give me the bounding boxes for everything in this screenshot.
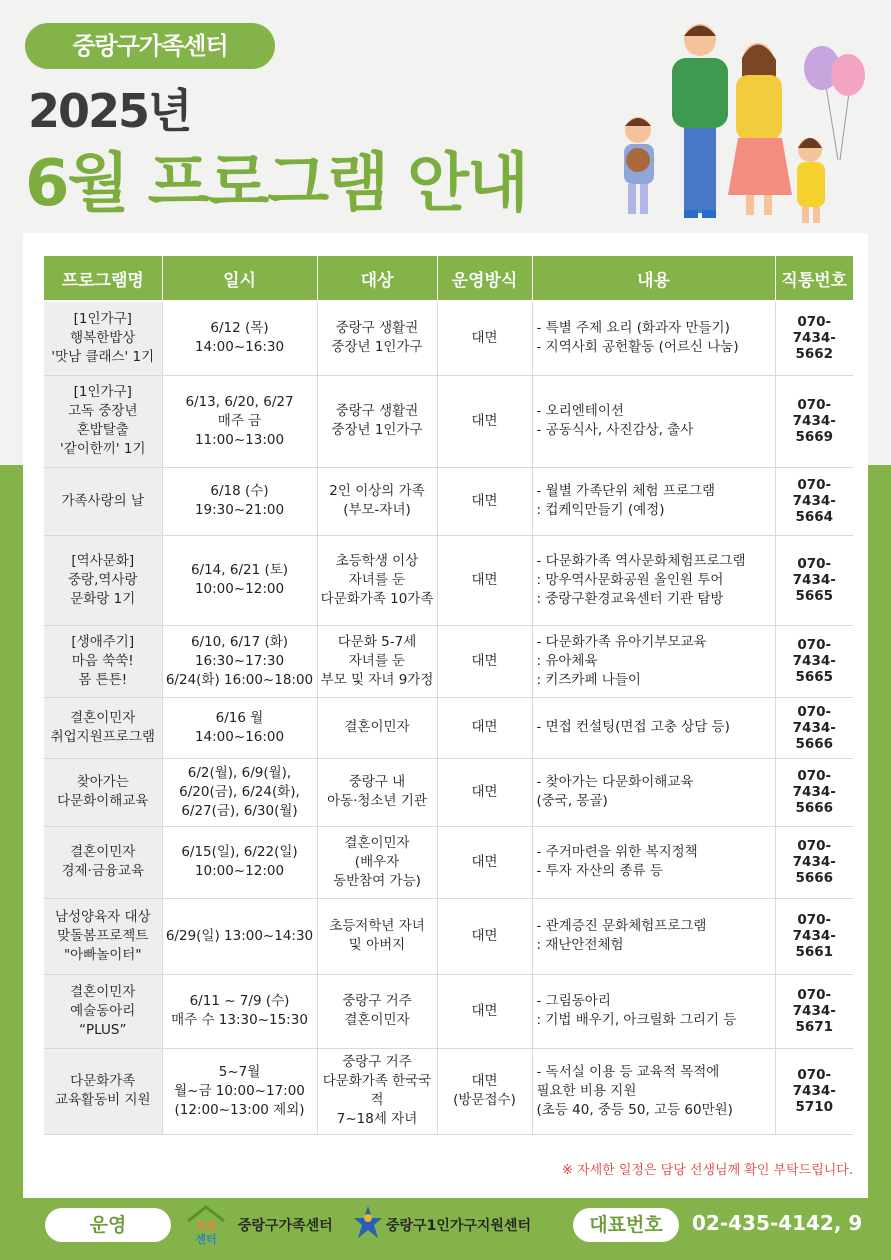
- program-date: 6/11 ~ 7/9 (수) 매주 수 13:30~15:30: [162, 974, 317, 1048]
- program-phone: 070- 7434- 5665: [775, 625, 853, 697]
- program-name: 찾아가는 다문화이해교육: [44, 758, 162, 826]
- program-content: - 독서실 이용 등 교육적 목적에 필요한 비용 지원 (초등 40, 중등 50, 고등 60만원): [532, 1048, 775, 1134]
- program-content: - 찾아가는 다문화이해교육 (중국, 몽골): [532, 758, 775, 826]
- program-target: 초등학생 이상 자녀를 둔 다문화가족 10가족: [317, 535, 437, 625]
- program-name: [1인가구] 고독 중장년 혼밥탈출 '같이한끼' 1기: [44, 375, 162, 467]
- col-header-date: 일시: [162, 256, 317, 301]
- program-content: - 다문화가족 유아기부모교육 : 유아체육 : 키즈카페 나들이: [532, 625, 775, 697]
- svg-text:센터: 센터: [195, 1233, 217, 1246]
- program-name: [생애주기] 마음 쑥쑥! 몸 튼튼!: [44, 625, 162, 697]
- program-target: 결혼이민자 (배우자 동반참여 가능): [317, 826, 437, 898]
- program-name: 결혼이민자 예술동아리 “PLUS”: [44, 974, 162, 1048]
- program-method: 대면: [437, 826, 532, 898]
- year-title: 2025년: [28, 84, 191, 138]
- table-row: [44, 758, 853, 826]
- program-date: 6/15(일), 6/22(일) 10:00~12:00: [162, 826, 317, 898]
- program-target: 중랑구 거주 결혼이민자: [317, 974, 437, 1048]
- operator-label: 운영: [45, 1208, 171, 1242]
- family-illustration: [600, 10, 890, 235]
- table-row: [44, 974, 853, 1048]
- table-row: [44, 301, 853, 375]
- representative-number-label: 대표번호: [573, 1208, 679, 1242]
- program-content: - 특별 주제 요리 (화과자 만들기) - 지역사회 공헌활동 (어르신 나눔): [532, 301, 775, 375]
- program-target: 다문화 5-7세 자녀를 둔 부모 및 자녀 9가정: [317, 625, 437, 697]
- program-date: 6/13, 6/20, 6/27 매주 금 11:00~13:00: [162, 375, 317, 467]
- program-target: 2인 이상의 가족 (부모-자녀): [317, 467, 437, 535]
- program-phone: 070- 7434- 5664: [775, 467, 853, 535]
- program-date: 6/18 (수) 19:30~21:00: [162, 467, 317, 535]
- program-date: 6/10, 6/17 (화) 16:30~17:30 6/24(화) 16:00~18:00: [162, 625, 317, 697]
- program-name: 남성양육자 대상 맞돌봄프로젝트 "아빠놀이터": [44, 898, 162, 974]
- program-target: 초등저학년 자녀 및 아버지: [317, 898, 437, 974]
- program-phone: 070- 7434- 5662: [775, 301, 853, 375]
- single-household-center-logo-icon: [352, 1204, 384, 1242]
- program-phone: 070- 7434- 5661: [775, 898, 853, 974]
- col-header-phone: 직통번호: [775, 256, 853, 301]
- program-method: 대면: [437, 898, 532, 974]
- table-row: [44, 697, 853, 758]
- program-method: 대면: [437, 467, 532, 535]
- table-row: [44, 375, 853, 467]
- program-date: 6/29(일) 13:00~14:30: [162, 898, 317, 974]
- program-name: 결혼이민자 경제·금융교육: [44, 826, 162, 898]
- program-content: - 오리엔테이션 - 공동식사, 사진감상, 출사: [532, 375, 775, 467]
- table-row: [44, 1048, 853, 1134]
- program-date: 6/14, 6/21 (토) 10:00~12:00: [162, 535, 317, 625]
- program-phone: 070- 7434- 5710: [775, 1048, 853, 1134]
- program-phone: 070- 7434- 5666: [775, 758, 853, 826]
- table-row: [44, 467, 853, 535]
- org-name-family-center: 중랑구가족센터: [238, 1218, 333, 1234]
- program-phone: 070- 7434- 5665: [775, 535, 853, 625]
- table-row: [44, 625, 853, 697]
- col-header-target: 대상: [317, 256, 437, 301]
- program-content: - 그림동아리 : 기법 배우기, 아크릴화 그리기 등: [532, 974, 775, 1048]
- program-date: 6/2(월), 6/9(월), 6/20(금), 6/24(화), 6/27(금), 6/30(월): [162, 758, 317, 826]
- program-table: [44, 256, 853, 1135]
- program-content: - 다문화가족 역사문화체험프로그램 : 망우역사문화공원 올인원 투어 : 중랑구환경교육센터 기관 탐방: [532, 535, 775, 625]
- program-target: 중랑구 내 아동·청소년 기관: [317, 758, 437, 826]
- program-method: 대면: [437, 375, 532, 467]
- program-content: - 주거마련을 위한 복지정책 - 투자 자산의 종류 등: [532, 826, 775, 898]
- org-name-single-household-center: 중랑구1인가구지원센터: [386, 1218, 531, 1234]
- program-method: 대면: [437, 758, 532, 826]
- program-target: 중랑구 생활권 중장년 1인가구: [317, 301, 437, 375]
- program-method: 대면: [437, 974, 532, 1048]
- program-method: 대면: [437, 697, 532, 758]
- program-target: 중랑구 거주 다문화가족 한국국적 7~18세 자녀: [317, 1048, 437, 1134]
- program-content: - 면접 컨설팅(면접 고충 상담 등): [532, 697, 775, 758]
- program-name: [1인가구] 행복한밥상 '맛남 클래스' 1기: [44, 301, 162, 375]
- program-content: - 월별 가족단위 체험 프로그램 : 컵케익만들기 (예정): [532, 467, 775, 535]
- program-date: 6/12 (목) 14:00~16:30: [162, 301, 317, 375]
- table-row: [44, 898, 853, 974]
- family-center-logo-icon: [184, 1203, 228, 1247]
- program-method: 대면 (방문접수): [437, 1048, 532, 1134]
- center-badge: 중랑구가족센터: [25, 23, 275, 69]
- representative-number: 02-435-4142, 9: [692, 1211, 863, 1235]
- table-row: [44, 535, 853, 625]
- col-header-content: 내용: [532, 256, 775, 301]
- program-method: 대면: [437, 535, 532, 625]
- program-phone: 070- 7434- 5666: [775, 826, 853, 898]
- page-title: 6월 프로그램 안내: [25, 147, 527, 221]
- col-header-program: 프로그램명: [44, 256, 162, 301]
- program-name: [역사문화] 중랑,역사랑 문화랑 1기: [44, 535, 162, 625]
- program-name: 결혼이민자 취업지원프로그램: [44, 697, 162, 758]
- table-row: [44, 826, 853, 898]
- program-method: 대면: [437, 301, 532, 375]
- program-phone: 070- 7434- 5671: [775, 974, 853, 1048]
- col-header-method: 운영방식: [437, 256, 532, 301]
- program-phone: 070- 7434- 5669: [775, 375, 853, 467]
- table-header-row: [44, 256, 853, 301]
- schedule-note: ※ 자세한 일정은 담당 선생님께 확인 부탁드립니다.: [562, 1163, 853, 1178]
- program-phone: 070- 7434- 5666: [775, 697, 853, 758]
- program-target: 결혼이민자: [317, 697, 437, 758]
- program-target: 중랑구 생활권 중장년 1인가구: [317, 375, 437, 467]
- program-date: 6/16 월 14:00~16:00: [162, 697, 317, 758]
- svg-text:가족: 가족: [195, 1220, 217, 1233]
- program-name: 가족사랑의 날: [44, 467, 162, 535]
- program-method: 대면: [437, 625, 532, 697]
- program-name: 다문화가족 교육활동비 지원: [44, 1048, 162, 1134]
- program-date: 5~7월 월~금 10:00~17:00 (12:00~13:00 제외): [162, 1048, 317, 1134]
- program-content: - 관계증진 문화체험프로그램 : 재난안전체험: [532, 898, 775, 974]
